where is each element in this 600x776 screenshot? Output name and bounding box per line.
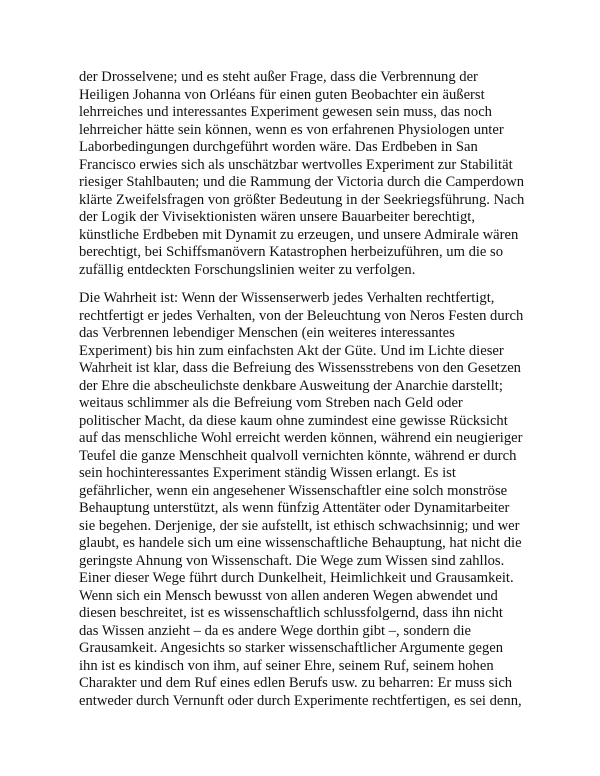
text-line: geringste Ahnung von Wissenschaft. Die Wege zum Wissen sind zahllos.: [79, 552, 505, 569]
text-line: klärte Zweifelsfragen von größter Bedeutung in der Seekriegsführung. Nach: [79, 191, 525, 208]
text-line: Die Wahrheit ist: Wenn der Wissenserwerb jedes Verhalten rechtfertigt,: [79, 290, 495, 306]
text-line: riesiger Stahlbauten; und die Rammung der Victoria durch die Camperdown: [79, 174, 525, 190]
paragraph-2: [79, 290, 539, 710]
text-line: Teufel die ganze Menschheit qualvoll vernichten könnte, während er durch: [79, 447, 517, 464]
text-line: Behauptung unterstützt, als wenn fünfzig Attentäter oder Dynamitarbeiter: [79, 500, 510, 516]
text-line: politischer Macht, da diese kaum ohne zumindest eine gewisse Rücksicht: [79, 412, 508, 429]
text-line: glaubt, es handele sich um eine wissenschaftliche Behauptung, hat nicht die: [79, 535, 522, 551]
text-line: Einer dieser Wege führt durch Dunkelheit, Heimlichkeit und Grausamkeit.: [79, 570, 514, 586]
text-line: weitaus schlimmer als die Befreiung vom Streben nach Geld oder: [79, 395, 463, 411]
text-line: das Verbrennen lebendiger Menschen (ein weiteres interessantes: [79, 325, 455, 341]
text-line: künstliche Erdbeben mit Dynamit zu erzeugen, und unsere Admirale wären: [79, 226, 519, 243]
text-line: lehrreicher hätte sein können, wenn es von erfahrenen Physiologen unter: [79, 121, 504, 138]
text-line: lehrreiches und interessantes Experiment gewesen sein muss, das noch: [79, 104, 492, 120]
text-line: rechtfertigt er jedes Verhalten, von der Beleuchtung von Neros Festen durch: [79, 307, 524, 324]
text-line: Wenn sich ein Mensch bewusst von allen anderen Wegen abwendet und: [79, 587, 498, 604]
text-line: Francisco erwies sich als unschätzbar wertvolles Experiment zur Stabilität: [79, 156, 513, 173]
text-line: Experiment) bis hin zum einfachsten Akt der Güte. Und im Lichte dieser: [79, 342, 504, 359]
text-line: diesen beschreitet, ist es wissenschaftlich schlussfolgernd, dass ihn nicht: [79, 605, 503, 621]
text-line: berechtigt, bei Schiffsmanövern Katastrophen herbeizuführen, um die so: [79, 244, 504, 260]
text-line: Wahrheit ist klar, dass die Befreiung des Wissensstrebens von den Gesetzen: [79, 360, 521, 376]
text-line: Heiligen Johanna von Orléans für einen guten Beobachter ein äußerst: [79, 86, 485, 103]
text-line: entweder durch Vernunft oder durch Experimente rechtfertigen, es sei denn,: [79, 692, 522, 709]
text-line: das Wissen anzieht – da es andere Wege dorthin gibt –, sondern die: [79, 622, 472, 639]
text-line: Grausamkeit. Angesichts so starker wissenschaftlicher Argumente gegen: [79, 640, 504, 656]
text-line: ihn ist es kindisch von ihm, auf seiner Ehre, seinem Ruf, seinem hohen: [79, 657, 494, 674]
text-line: sein hochinteressantes Experiment ständig Wissen erlangt. Es ist: [79, 465, 456, 481]
text-line: auf das menschliche Wohl erreicht werden können, während ein neugieriger: [79, 430, 523, 446]
text-line: Charakter und dem Ruf eines edlen Berufs usw. zu beharren: Er muss sich: [79, 675, 513, 691]
paragraph-1: [79, 69, 539, 279]
text-line: Laborbedingungen durchgeführt worden wäre. Das Erdbeben in San: [79, 139, 478, 155]
text-line: der Drosselvene; und es steht außer Frage, dass die Verbrennung der: [79, 69, 478, 85]
text-line: zufällig entdeckten Forschungslinien weiter zu verfolgen.: [79, 261, 416, 278]
text-line: der Ehre die abscheulichste denkbare Ausweitung der Anarchie darstellt;: [79, 377, 503, 394]
text-line: der Logik der Vivisektionisten wären unsere Bauarbeiter berechtigt,: [79, 209, 475, 225]
text-line: sie begehen. Derjenige, der sie aufstellt, ist ethisch schwachsinnig; und wer: [79, 517, 520, 534]
text-line: gefährlicher, wenn ein angesehener Wissenschaftler eine solch monströse: [79, 482, 508, 499]
